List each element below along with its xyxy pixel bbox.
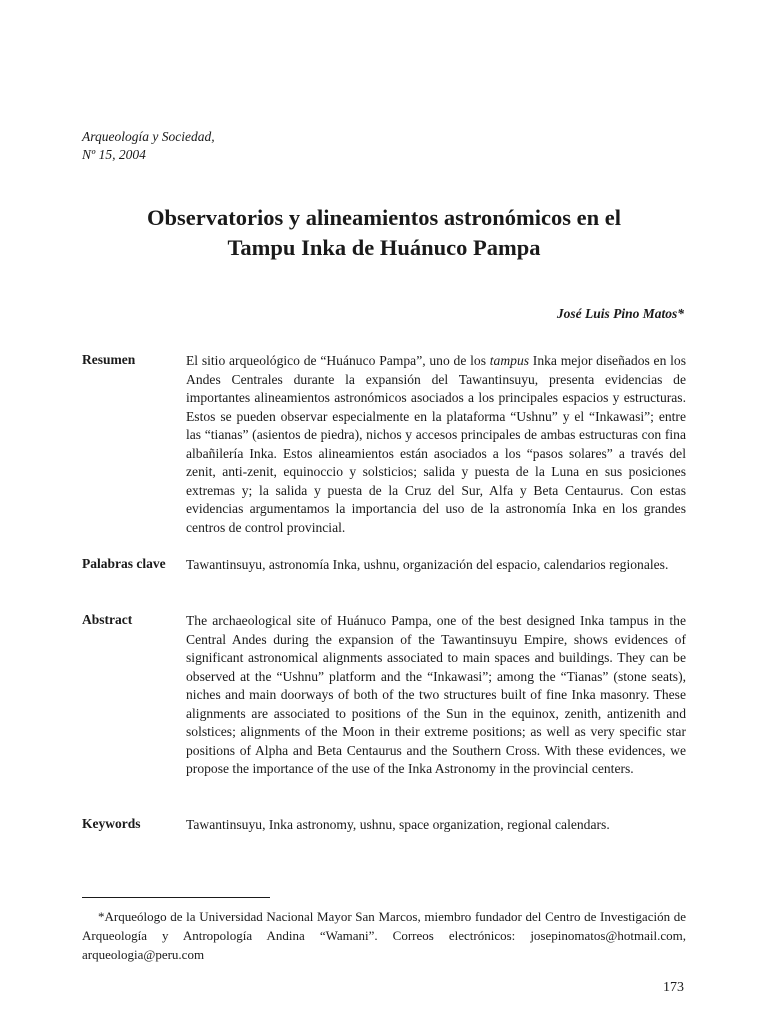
abstract-label: Abstract [82,612,133,627]
footnote-divider [82,897,270,898]
footnote-text: *Arqueólogo de la Universidad Nacional Mayor San Marcos, miembro fundador del Centro de Investigación de Arqueología y Antropología Andina “Wamani”. Correos electrónicos: josepinomatos@hotmail.com, arqueologia@peru.com [82,909,686,962]
abstract-text: The archaeological site of Huánuco Pampa, one of the best designed Inka tampus in the Central Andes during the expansion of the Tawantinsuyu Empire, shows evidences of significant astronomical alignments associated to main spaces and buildings. They can be observed at the “Ushnu” platform and the “Inkawasi”; among the “Tianas” (stone seats), niches and main doorways of both of the two structures built of fine Inka masonry. These alignments are associated to positions of the Sun in the equinox, zenith, antizenith and solstices; alignments of the Moon in their extreme positions; as well as very specific star positions of Alpha and Beta Centaurus and the Southern Cross. With these evidences, we propose the importance of the use of the Inka Astronomy in the provincial centers. [186,613,686,776]
journal-issue: Nº 15, 2004 [82,147,146,162]
journal-name: Arqueología y Sociedad, [82,129,215,144]
resumen-text-italic: tampus [489,353,530,368]
resumen-text [186,352,686,537]
resumen-text-lead: El sitio arqueológico de “Huánuco Pampa”, uno de los [186,353,490,368]
palabras-clave-label: Palabras clave [82,556,166,571]
keywords-label: Keywords [82,816,141,831]
author-name: José Luis Pino Matos* [556,306,684,321]
article-title-line-1: Observatorios y alineamientos astronómicos en el [147,205,621,230]
page-number: 173 [663,980,684,995]
footnote [82,907,686,964]
keywords-text: Tawantinsuyu, Inka astronomy, ushnu, space organization, regional calendars. [186,817,610,832]
journal-citation [82,128,215,164]
article-title-line-2: Tampu Inka de Huánuco Pampa [227,235,541,260]
resumen-text-rest: Inka mejor diseñados en los Andes Centrales durante la expansión del Tawantinsuyu, presenta evidencias de importantes alineamientos astronómicos asociados a los principales espacios y estructuras. Estos se pueden observar especialmente en la plataforma “Ushnu” y el “Inkawasi”; entre las “tianas” (asientos de piedra), nichos y accesos principales de ambas estructuras con fina albañilería Inka. Estos alineamientos están asociados a los “pasos solares” a través del zenit, anti-zenit, equinoccio y solsticios; salida y puesta de la Luna en sus posiciones extremas y; la salida y puesta de la Cruz del Sur, Alfa y Beta Centaurus. Con estas evidencias argumentamos la importancia del uso de la astronomía Inka en los grandes centros de control provincial. [186,353,686,535]
palabras-clave-text: Tawantinsuyu, astronomía Inka, ushnu, organización del espacio, calendarios regionales. [186,557,669,572]
article-title [0,203,768,263]
resumen-label: Resumen [82,352,136,367]
